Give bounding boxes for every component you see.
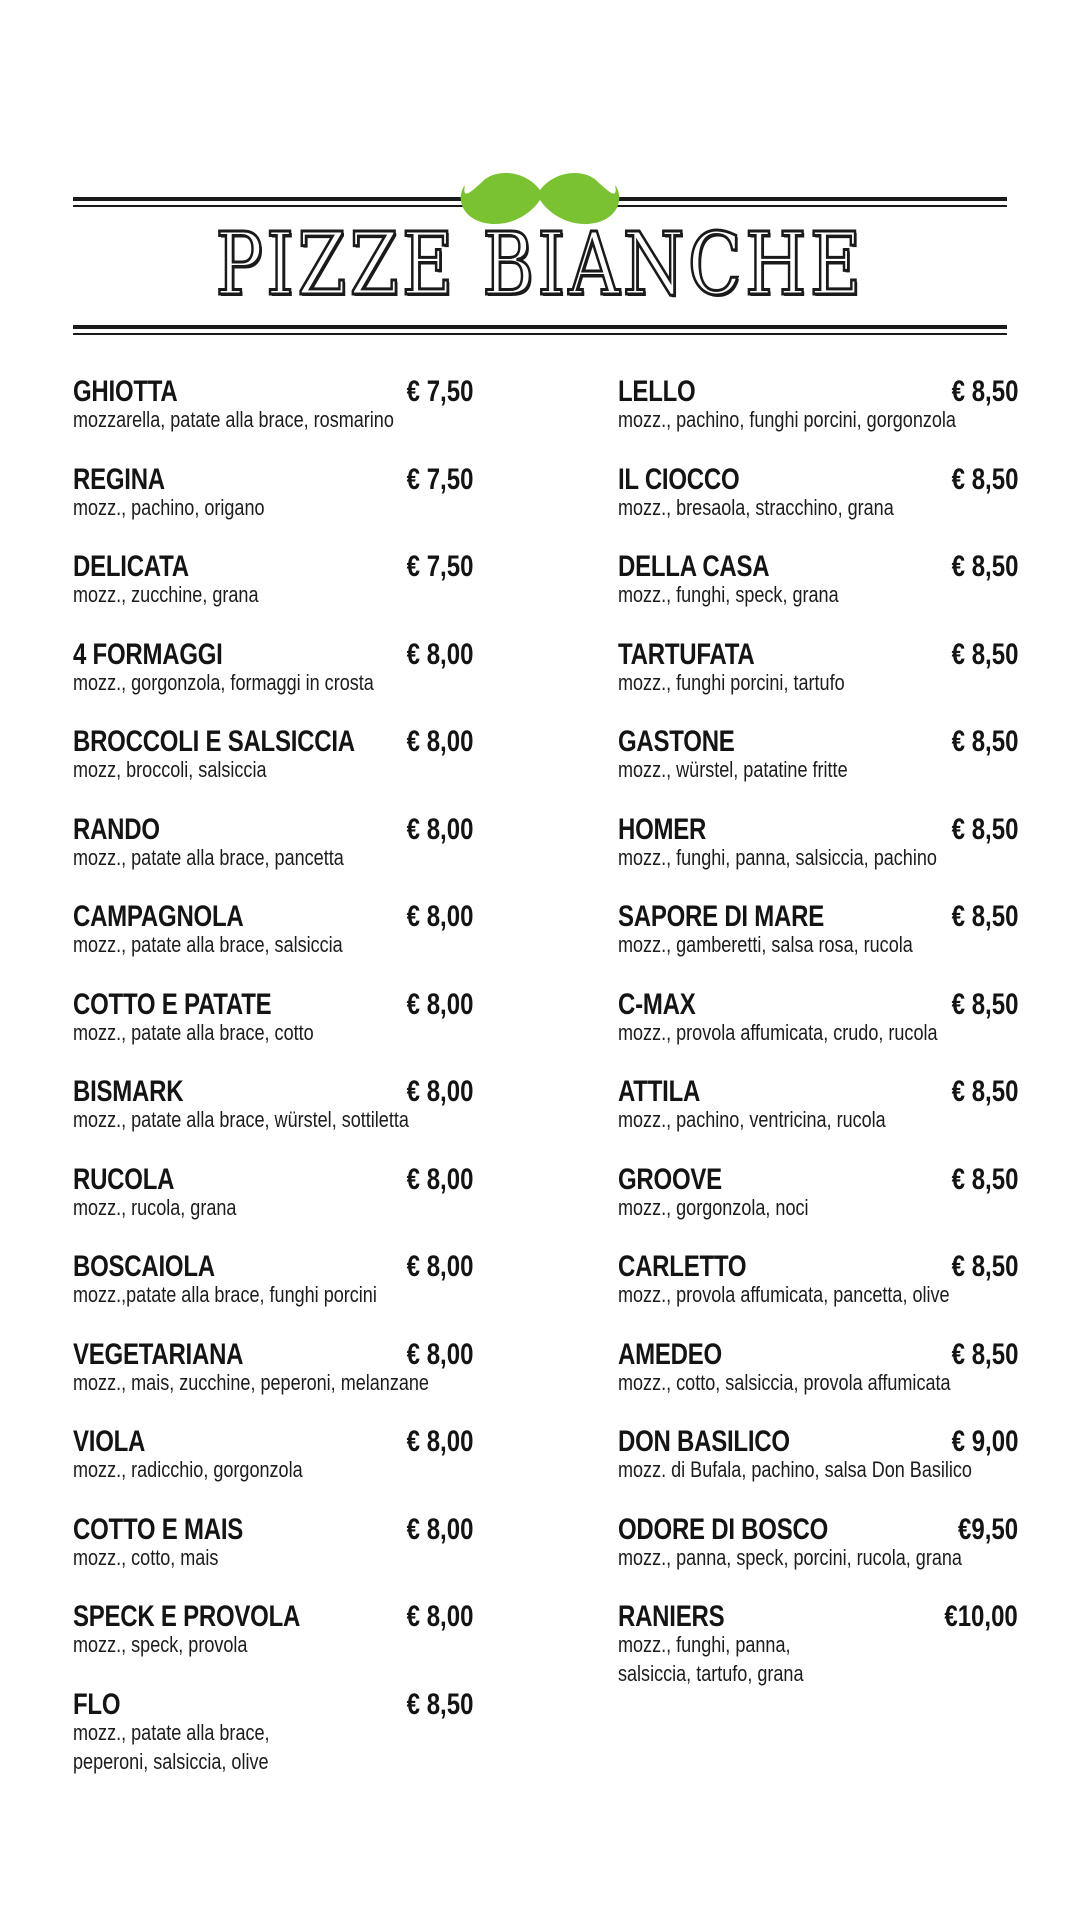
item-price: € 8,50 [406,1687,473,1721]
item-price: € 8,50 [951,987,1018,1021]
item-price: € 8,00 [406,1512,473,1546]
menu-item [618,1425,1018,1513]
item-description: mozz., patate alla brace, salsiccia [73,932,343,957]
item-name: DELICATA [73,550,189,583]
item-description: mozz., würstel, patatine fritte [618,757,848,782]
item-name: RANDO [73,812,160,846]
item-name: HOMER [618,812,707,846]
item-price: € 8,00 [406,1337,473,1371]
item-price: € 8,50 [951,1162,1018,1196]
menu-item [618,550,1018,638]
item-description: mozz., panna, speck, porcini, rucola, grana [618,1544,962,1570]
item-name: IL CIOCCO [618,462,740,496]
item-description: mozz., zucchine, grana [73,582,259,607]
item-name: CARLETTO [618,1250,747,1283]
item-price: € 8,00 [406,725,473,758]
item-name: ODORE DI BOSCO [618,1512,828,1546]
menu-item [73,375,473,463]
item-name: TARTUFATA [618,637,755,671]
item-price: € 7,50 [406,462,473,496]
item-price: € 8,00 [406,987,473,1021]
item-price: € 8,50 [951,725,1018,758]
menu-item [73,1163,473,1251]
menu-item [618,1163,1018,1251]
item-name: COTTO E PATATE [73,987,272,1021]
item-price: € 8,50 [951,375,1018,408]
item-name: BOSCAIOLA [73,1250,215,1283]
item-description: mozz., cotto, mais [73,1544,219,1570]
menu-item [73,638,473,726]
item-name: DELLA CASA [618,550,770,583]
item-name: C-MAX [618,987,696,1021]
item-description: mozz., patate alla brace, peperoni, salsiccia, olive [73,1719,270,1774]
item-name: ATTILA [618,1075,701,1108]
menu-item [618,375,1018,463]
item-description: mozz., patate alla brace, pancetta [73,844,344,870]
item-name: AMEDEO [618,1337,722,1371]
item-description: mozz., provola affumicata, pancetta, olive [618,1282,950,1307]
item-description: mozz., rucola, grana [73,1194,237,1220]
item-price: €10,00 [944,1600,1018,1633]
item-name: GROOVE [618,1162,722,1196]
menu-item [618,1338,1018,1426]
menu-item [618,900,1018,988]
item-description: mozz., provola affumicata, crudo, rucola [618,1019,938,1045]
item-price: € 8,00 [406,1075,473,1108]
item-name: 4 FORMAGGI [73,637,223,671]
menu-item [618,1075,1018,1163]
item-description: mozz., speck, provola [73,1632,248,1657]
menu-item [73,725,473,813]
item-price: € 8,50 [951,812,1018,846]
menu-item [618,1600,1018,1688]
item-description: mozz., mais, zucchine, peperoni, melanzane [73,1369,429,1395]
item-price: € 8,50 [951,550,1018,583]
item-price: € 7,50 [406,550,473,583]
menu-item [73,463,473,551]
item-description: mozz., bresaola, stracchino, grana [618,494,894,520]
item-description: mozz., funghi, speck, grana [618,582,839,607]
menu-item [73,988,473,1076]
item-description: mozz., gamberetti, salsa rosa, rucola [618,932,913,957]
item-description: mozz., gorgonzola, noci [618,1194,809,1220]
item-description: mozzarella, patate alla brace, rosmarino [73,407,394,432]
menu-item [73,1250,473,1338]
item-description: mozz., patate alla brace, würstel, sottiletta [73,1107,409,1132]
item-name: RUCOLA [73,1162,175,1196]
item-price: € 7,50 [406,375,473,408]
item-name: COTTO E MAIS [73,1512,244,1546]
menu-item [618,638,1018,726]
item-price: € 8,50 [951,1250,1018,1283]
menu-item [73,1075,473,1163]
item-description: mozz., pachino, ventricina, rucola [618,1107,886,1132]
item-name: GASTONE [618,725,735,758]
item-name: CAMPAGNOLA [73,900,244,933]
menu-header [0,0,1080,350]
menu-item [618,725,1018,813]
item-name: VEGETARIANA [73,1337,244,1371]
item-description: mozz., pachino, funghi porcini, gorgonzola [618,407,956,432]
item-name: BROCCOLI E SALSICCIA [73,725,355,758]
menu-column-left [73,375,473,1775]
item-name: VIOLA [73,1425,146,1458]
item-price: € 8,00 [406,812,473,846]
item-name: GHIOTTA [73,375,178,408]
item-description: mozz., funghi porcini, tartufo [618,669,845,695]
item-name: SPECK E PROVOLA [73,1600,301,1633]
item-description: mozz. di Bufala, pachino, salsa Don Basilico [618,1457,972,1482]
item-price: € 8,50 [951,462,1018,496]
menu-item [73,1425,473,1513]
item-description: mozz.,patate alla brace, funghi porcini [73,1282,377,1307]
item-price: € 8,50 [951,1337,1018,1371]
item-price: € 8,00 [406,1162,473,1196]
menu-item [618,988,1018,1076]
menu-item [618,463,1018,551]
item-description: mozz., pachino, origano [73,494,265,520]
menu-item [73,813,473,901]
item-name: REGINA [73,462,165,496]
item-name: LELLO [618,375,696,408]
item-price: € 8,00 [406,1250,473,1283]
item-description: mozz., cotto, salsiccia, provola affumicata [618,1369,951,1395]
item-price: € 8,50 [951,1075,1018,1108]
item-price: € 8,00 [406,637,473,671]
item-description: mozz., patate alla brace, cotto [73,1019,314,1045]
item-description: mozz., gorgonzola, formaggi in crosta [73,669,374,695]
menu-item [73,900,473,988]
menu-item [618,813,1018,901]
item-description: mozz., radicchio, gorgonzola [73,1457,303,1482]
item-name: BISMARK [73,1075,184,1108]
item-name: SAPORE DI MARE [618,900,824,933]
menu-column-right [618,375,1018,1688]
item-description: mozz, broccoli, salsiccia [73,757,267,782]
item-name: DON BASILICO [618,1425,790,1458]
menu-item [73,1688,473,1776]
item-name: FLO [73,1687,121,1721]
page-title: PIZZE BIANCHE [215,215,865,315]
item-description: mozz., funghi, panna, salsiccia, tartufo, grana [618,1632,804,1686]
item-price: € 8,00 [406,900,473,933]
item-name: RANIERS [618,1600,725,1633]
item-price: €9,50 [957,1512,1018,1546]
item-price: € 8,00 [406,1425,473,1458]
item-price: € 8,00 [406,1600,473,1633]
menu-item [73,1600,473,1688]
item-price: € 8,50 [951,900,1018,933]
item-description: mozz., funghi, panna, salsiccia, pachino [618,844,937,870]
menu-item [618,1513,1018,1601]
menu-item [73,1513,473,1601]
menu-item [618,1250,1018,1338]
menu-item [73,550,473,638]
menu-item [73,1338,473,1426]
item-price: € 8,50 [951,637,1018,671]
item-price: € 9,00 [951,1425,1018,1458]
